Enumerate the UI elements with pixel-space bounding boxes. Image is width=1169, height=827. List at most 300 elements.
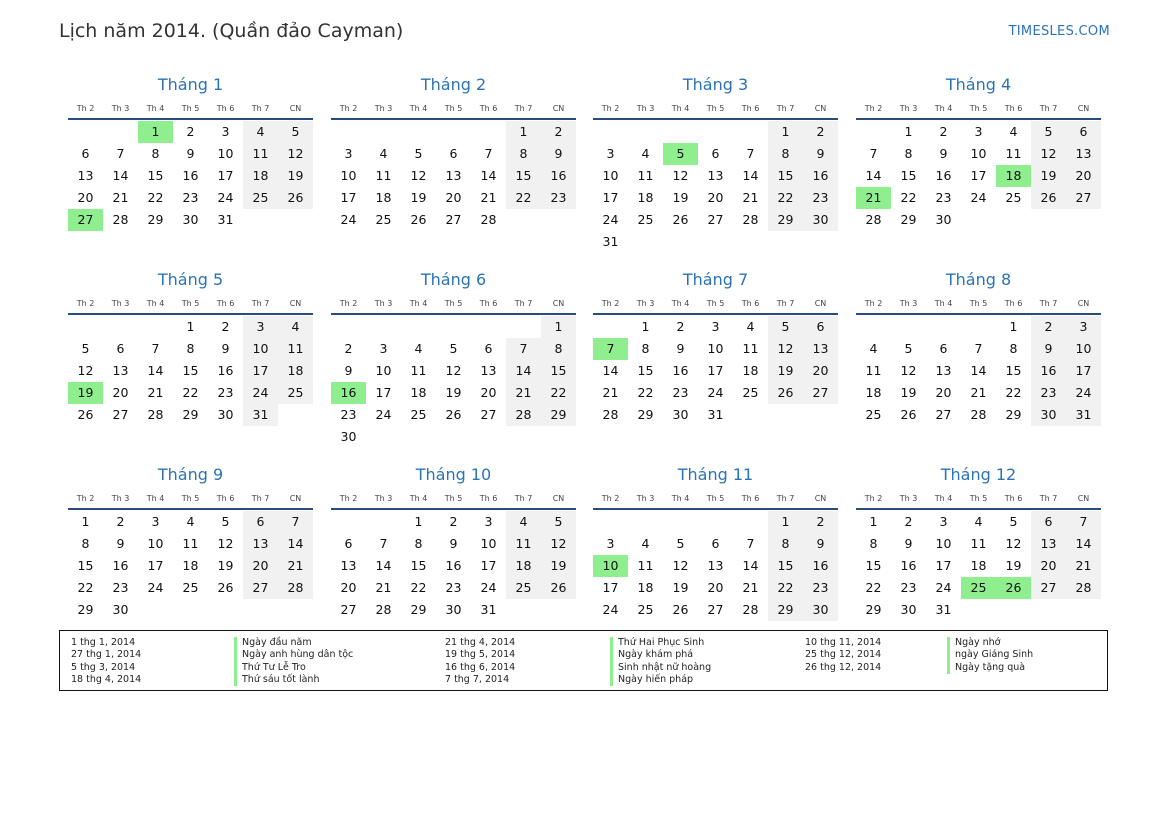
- day-cell: 3: [606, 536, 615, 551]
- day-cell: 30: [340, 429, 357, 444]
- day-cell: 18: [182, 558, 199, 573]
- holiday-legend: [59, 630, 1108, 691]
- weekday-label: CN: [552, 494, 565, 503]
- legend-date-column: [71, 637, 141, 686]
- day-cell: 26: [672, 212, 689, 227]
- day-cell: 7: [151, 341, 160, 356]
- month-title: Tháng 12: [940, 465, 1017, 484]
- day-cell: 25: [637, 602, 654, 617]
- day-cell: 28: [375, 602, 392, 617]
- day-cell: 12: [1031, 143, 1066, 165]
- empty-cell: [401, 426, 436, 448]
- weekday-label: CN: [552, 299, 565, 308]
- legend-date: 26 thg 12, 2014: [805, 661, 882, 673]
- empty-cell: [506, 316, 541, 338]
- day-cell: 10: [935, 536, 952, 551]
- weekday-label: Th 4: [146, 494, 165, 503]
- day-cell: 31: [217, 212, 234, 227]
- day-cell: 18: [278, 360, 313, 382]
- day-cell: 21: [506, 382, 541, 404]
- day-cell: 27: [445, 212, 462, 227]
- weekday-label: Th 5: [706, 494, 725, 503]
- day-cell: 6: [449, 146, 458, 161]
- day-cell: 7: [506, 338, 541, 360]
- day-cell: 31: [243, 404, 278, 426]
- weekday-label: Th 4: [934, 494, 953, 503]
- month-title: Tháng 11: [677, 465, 754, 484]
- day-cell: 19: [68, 382, 103, 404]
- day-cell: 12: [672, 558, 689, 573]
- day-cell: 13: [112, 363, 129, 378]
- empty-cell: [173, 599, 208, 621]
- day-cell: 17: [217, 168, 234, 183]
- day-cell: 21: [742, 190, 759, 205]
- day-cell: 16: [182, 168, 199, 183]
- weekday-label: Th 6: [1004, 104, 1023, 113]
- legend-holiday-name: Ngày nhớ: [947, 637, 1033, 649]
- day-cell: 4: [641, 536, 650, 551]
- day-cell: 16: [900, 558, 917, 573]
- day-cell: 24: [147, 580, 164, 595]
- weekday-label: Th 6: [741, 494, 760, 503]
- empty-cell: [243, 599, 278, 621]
- day-cell: 19: [445, 385, 462, 400]
- day-cell: 10: [707, 341, 724, 356]
- empty-cell: [961, 316, 996, 338]
- day-cell: 9: [939, 146, 948, 161]
- weekday-label: Th 3: [374, 494, 393, 503]
- empty-cell: [138, 599, 173, 621]
- day-cell: 4: [379, 146, 388, 161]
- weekday-label: Th 5: [969, 104, 988, 113]
- day-cell: 5: [1031, 121, 1066, 143]
- month-block: [331, 464, 576, 621]
- day-cell: 29: [900, 212, 917, 227]
- day-cell: 22: [1005, 385, 1022, 400]
- day-cell: 27: [112, 407, 129, 422]
- day-cell: 24: [340, 212, 357, 227]
- empty-cell: [331, 511, 366, 533]
- day-cell: 30: [112, 602, 129, 617]
- weekday-header: [856, 295, 1101, 315]
- day-cell: 6: [711, 146, 720, 161]
- day-cell: 18: [243, 165, 278, 187]
- weekday-label: Th 7: [251, 104, 270, 113]
- day-cell: 21: [112, 190, 129, 205]
- legend-date: 5 thg 3, 2014: [71, 661, 136, 673]
- day-cell: 10: [243, 338, 278, 360]
- day-cell: 31: [1066, 404, 1101, 426]
- weekday-header: [68, 490, 313, 510]
- day-cell: 24: [970, 190, 987, 205]
- day-cell: 27: [340, 602, 357, 617]
- day-cell: 23: [1031, 382, 1066, 404]
- month-title: Tháng 2: [420, 75, 487, 94]
- day-cell: 19: [410, 190, 427, 205]
- day-grid: [331, 316, 576, 448]
- day-cell: 10: [593, 555, 628, 577]
- day-cell: 23: [803, 187, 838, 209]
- day-grid: [68, 511, 313, 621]
- empty-cell: [733, 511, 768, 533]
- weekday-label: Th 3: [636, 494, 655, 503]
- weekday-label: CN: [289, 104, 302, 113]
- weekday-label: Th 4: [671, 494, 690, 503]
- day-cell: 12: [445, 363, 462, 378]
- weekday-label: Th 7: [1039, 494, 1058, 503]
- weekday-header: [68, 100, 313, 120]
- month-block: [856, 74, 1101, 231]
- day-cell: 20: [707, 580, 724, 595]
- weekday-label: Th 5: [969, 494, 988, 503]
- day-cell: 30: [803, 599, 838, 621]
- weekday-label: Th 3: [111, 299, 130, 308]
- empty-cell: [663, 231, 698, 253]
- day-cell: 19: [217, 558, 234, 573]
- weekday-header: [593, 295, 838, 315]
- day-cell: 23: [803, 577, 838, 599]
- day-cell: 27: [935, 407, 952, 422]
- day-cell: 27: [707, 602, 724, 617]
- day-cell: 31: [480, 602, 497, 617]
- day-cell: 10: [147, 536, 164, 551]
- weekday-header: [856, 490, 1101, 510]
- day-cell: 3: [484, 514, 493, 529]
- weekday-label: Th 6: [1004, 494, 1023, 503]
- day-cell: 5: [676, 536, 685, 551]
- day-cell: 24: [480, 580, 497, 595]
- weekday-label: CN: [1077, 494, 1090, 503]
- day-cell: 26: [410, 212, 427, 227]
- day-cell: 22: [637, 385, 654, 400]
- day-cell: 4: [746, 319, 755, 334]
- day-cell: 22: [410, 580, 427, 595]
- weekday-label: Th 5: [706, 104, 725, 113]
- day-cell: 25: [637, 212, 654, 227]
- day-cell: 23: [445, 580, 462, 595]
- day-cell: 8: [506, 143, 541, 165]
- weekday-label: Th 2: [864, 104, 883, 113]
- day-cell: 5: [221, 514, 230, 529]
- day-cell: 2: [939, 124, 948, 139]
- weekday-label: Th 3: [111, 104, 130, 113]
- empty-cell: [278, 404, 313, 426]
- empty-cell: [698, 511, 733, 533]
- day-cell: 27: [1031, 577, 1066, 599]
- day-cell: 28: [112, 212, 129, 227]
- empty-cell: [366, 511, 401, 533]
- weekday-label: Th 5: [969, 299, 988, 308]
- day-grid: [331, 121, 576, 231]
- day-cell: 1: [414, 514, 423, 529]
- weekday-label: Th 6: [741, 299, 760, 308]
- day-cell: 14: [278, 533, 313, 555]
- day-cell: 17: [375, 385, 392, 400]
- day-cell: 12: [768, 338, 803, 360]
- day-cell: 13: [77, 168, 94, 183]
- day-cell: 16: [1031, 360, 1066, 382]
- day-cell: 23: [217, 385, 234, 400]
- day-cell: 21: [602, 385, 619, 400]
- empty-cell: [506, 426, 541, 448]
- day-cell: 25: [278, 382, 313, 404]
- day-cell: 8: [541, 338, 576, 360]
- day-cell: 25: [1005, 190, 1022, 205]
- day-cell: 9: [904, 536, 913, 551]
- weekday-label: CN: [1077, 299, 1090, 308]
- day-cell: 3: [344, 146, 353, 161]
- day-cell: 13: [445, 168, 462, 183]
- legend-date: 10 thg 11, 2014: [805, 637, 882, 648]
- day-cell: 8: [151, 146, 160, 161]
- day-cell: 11: [182, 536, 199, 551]
- day-cell: 29: [410, 602, 427, 617]
- day-cell: 5: [768, 316, 803, 338]
- day-cell: 11: [506, 533, 541, 555]
- legend-date: 7 thg 7, 2014: [445, 673, 510, 685]
- weekday-label: CN: [814, 299, 827, 308]
- day-cell: 2: [541, 121, 576, 143]
- day-cell: 3: [974, 124, 983, 139]
- day-cell: 21: [375, 580, 392, 595]
- day-cell: 19: [1005, 558, 1022, 573]
- weekday-label: CN: [814, 104, 827, 113]
- weekday-label: Th 5: [706, 299, 725, 308]
- weekday-label: Th 4: [671, 104, 690, 113]
- day-cell: 1: [1009, 319, 1018, 334]
- day-cell: 24: [935, 580, 952, 595]
- weekday-label: Th 3: [899, 494, 918, 503]
- day-cell: 12: [672, 168, 689, 183]
- day-cell: 10: [480, 536, 497, 551]
- day-cell: 3: [151, 514, 160, 529]
- legend-holiday-name: Ngày hiến pháp: [610, 674, 711, 686]
- day-cell: 17: [340, 190, 357, 205]
- day-cell: 18: [996, 165, 1031, 187]
- empty-cell: [471, 426, 506, 448]
- day-cell: 14: [112, 168, 129, 183]
- day-cell: 20: [707, 190, 724, 205]
- day-cell: 25: [375, 212, 392, 227]
- empty-cell: [366, 316, 401, 338]
- empty-cell: [628, 121, 663, 143]
- weekday-label: Th 7: [251, 299, 270, 308]
- day-cell: 20: [1031, 555, 1066, 577]
- month-title: Tháng 10: [415, 465, 492, 484]
- day-cell: 6: [344, 536, 353, 551]
- day-cell: 20: [1066, 165, 1101, 187]
- day-cell: 29: [637, 407, 654, 422]
- day-cell: 22: [506, 187, 541, 209]
- day-cell: 15: [865, 558, 882, 573]
- weekday-label: Th 7: [776, 299, 795, 308]
- day-cell: 17: [602, 580, 619, 595]
- day-cell: 5: [278, 121, 313, 143]
- day-cell: 29: [768, 599, 803, 621]
- day-cell: 13: [803, 338, 838, 360]
- day-cell: 2: [116, 514, 125, 529]
- day-cell: 15: [410, 558, 427, 573]
- empty-cell: [961, 599, 996, 621]
- empty-cell: [628, 231, 663, 253]
- legend-name-column: [947, 637, 1033, 674]
- day-cell: 23: [340, 407, 357, 422]
- day-cell: 26: [1031, 187, 1066, 209]
- day-cell: 18: [506, 555, 541, 577]
- day-cell: 1: [506, 121, 541, 143]
- weekday-label: Th 7: [776, 494, 795, 503]
- day-cell: 1: [904, 124, 913, 139]
- day-cell: 9: [803, 533, 838, 555]
- day-cell: 22: [768, 187, 803, 209]
- day-cell: 3: [1066, 316, 1101, 338]
- day-cell: 23: [112, 580, 129, 595]
- day-cell: 26: [445, 407, 462, 422]
- day-cell: 28: [742, 212, 759, 227]
- calendar-grid: [68, 74, 1101, 634]
- weekday-label: Th 4: [409, 104, 428, 113]
- day-cell: 15: [506, 165, 541, 187]
- day-cell: 25: [742, 385, 759, 400]
- day-cell: 4: [974, 514, 983, 529]
- day-cell: 11: [410, 363, 427, 378]
- day-cell: 21: [278, 555, 313, 577]
- weekday-label: Th 5: [444, 299, 463, 308]
- day-cell: 29: [182, 407, 199, 422]
- weekday-label: Th 5: [181, 104, 200, 113]
- empty-cell: [506, 209, 541, 231]
- day-cell: 28: [1066, 577, 1101, 599]
- legend-holiday-name: ngày Giáng Sinh: [947, 649, 1033, 661]
- day-cell: 27: [707, 212, 724, 227]
- legend-holiday-name: Ngày khám phá: [610, 649, 711, 661]
- day-cell: 7: [484, 146, 493, 161]
- day-grid: [331, 511, 576, 621]
- day-cell: 15: [77, 558, 94, 573]
- day-cell: 28: [865, 212, 882, 227]
- day-cell: 30: [445, 602, 462, 617]
- day-cell: 6: [243, 511, 278, 533]
- weekday-label: Th 2: [76, 104, 95, 113]
- brand-link[interactable]: TIMESLES.COM: [1008, 24, 1110, 39]
- day-cell: 12: [77, 363, 94, 378]
- weekday-label: Th 4: [934, 299, 953, 308]
- day-cell: 20: [112, 385, 129, 400]
- day-cell: 21: [856, 187, 891, 209]
- day-cell: 2: [904, 514, 913, 529]
- day-cell: 18: [375, 190, 392, 205]
- day-cell: 30: [1031, 404, 1066, 426]
- day-cell: 23: [900, 580, 917, 595]
- month-title: Tháng 7: [682, 270, 749, 289]
- day-cell: 16: [217, 363, 234, 378]
- empty-cell: [1066, 599, 1101, 621]
- month-title: Tháng 6: [420, 270, 487, 289]
- day-cell: 6: [803, 316, 838, 338]
- empty-cell: [663, 121, 698, 143]
- day-cell: 7: [746, 146, 755, 161]
- day-cell: 25: [961, 577, 996, 599]
- day-cell: 22: [147, 190, 164, 205]
- legend-date: 25 thg 12, 2014: [805, 649, 882, 661]
- day-cell: 15: [1005, 363, 1022, 378]
- day-cell: 17: [602, 190, 619, 205]
- day-cell: 28: [147, 407, 164, 422]
- empty-cell: [961, 209, 996, 231]
- legend-date-column: [445, 637, 515, 686]
- empty-cell: [138, 316, 173, 338]
- day-cell: 31: [707, 407, 724, 422]
- weekday-label: Th 6: [216, 494, 235, 503]
- day-cell: 19: [900, 385, 917, 400]
- weekday-label: Th 3: [636, 299, 655, 308]
- empty-cell: [506, 599, 541, 621]
- weekday-label: CN: [552, 104, 565, 113]
- day-cell: 14: [970, 363, 987, 378]
- day-cell: 1: [186, 319, 195, 334]
- weekday-label: Th 2: [339, 299, 358, 308]
- day-cell: 27: [243, 577, 278, 599]
- day-cell: 14: [147, 363, 164, 378]
- day-cell: 28: [602, 407, 619, 422]
- weekday-label: Th 3: [374, 299, 393, 308]
- day-cell: 11: [1005, 146, 1022, 161]
- day-cell: 2: [449, 514, 458, 529]
- day-cell: 16: [935, 168, 952, 183]
- day-cell: 29: [541, 404, 576, 426]
- day-cell: 8: [768, 533, 803, 555]
- day-cell: 14: [742, 168, 759, 183]
- day-cell: 5: [663, 143, 698, 165]
- empty-cell: [733, 231, 768, 253]
- day-cell: 18: [865, 385, 882, 400]
- day-cell: 27: [1066, 187, 1101, 209]
- day-cell: 13: [480, 363, 497, 378]
- day-cell: 3: [243, 316, 278, 338]
- month-block: [331, 74, 576, 231]
- day-cell: 9: [676, 341, 685, 356]
- month-title: Tháng 9: [157, 465, 224, 484]
- day-cell: 9: [344, 363, 353, 378]
- legend-date: 19 thg 5, 2014: [445, 649, 516, 661]
- day-cell: 3: [379, 341, 388, 356]
- day-cell: 8: [81, 536, 90, 551]
- day-cell: 12: [410, 168, 427, 183]
- month-block: [68, 464, 313, 621]
- day-cell: 25: [182, 580, 199, 595]
- weekday-label: Th 2: [601, 494, 620, 503]
- empty-cell: [891, 316, 926, 338]
- day-cell: 4: [506, 511, 541, 533]
- empty-cell: [541, 426, 576, 448]
- day-cell: 26: [672, 602, 689, 617]
- weekday-header: [331, 100, 576, 120]
- weekday-label: CN: [289, 299, 302, 308]
- day-cell: 17: [1066, 360, 1101, 382]
- day-cell: 21: [147, 385, 164, 400]
- day-cell: 17: [935, 558, 952, 573]
- legend-date-column: [805, 637, 881, 674]
- month-block: [68, 269, 313, 426]
- weekday-label: Th 3: [374, 104, 393, 113]
- day-cell: 8: [414, 536, 423, 551]
- day-cell: 9: [449, 536, 458, 551]
- day-cell: 18: [637, 580, 654, 595]
- day-cell: 6: [711, 536, 720, 551]
- day-cell: 7: [1066, 511, 1101, 533]
- empty-cell: [331, 316, 366, 338]
- day-cell: 14: [375, 558, 392, 573]
